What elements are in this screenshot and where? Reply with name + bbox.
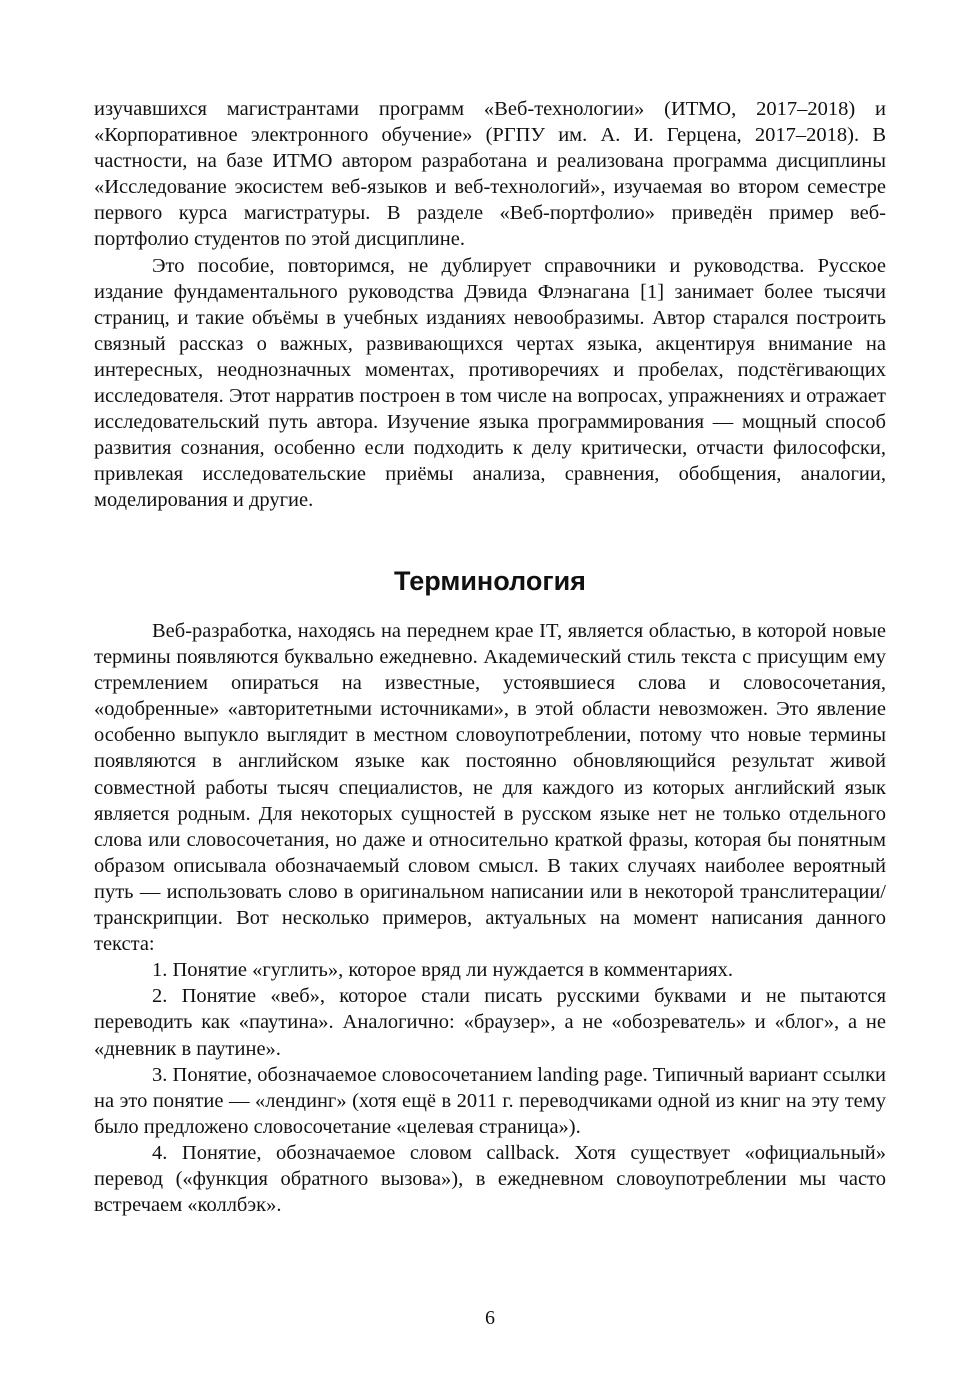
list-item: 3. Понятие, обозначаемое словосочетанием landing page. Типичный вариант ссылки на это понятие — «лендинг» (хотя ещё в 2011 г. переводчиками одной из книг на эту тему было предложено словосочетание «целевая страница»). bbox=[94, 1063, 886, 1138]
list-item: 4. Понятие, обозначаемое словом callback. Хотя существует «официальный» перевод («функция обратного вызова»), в ежедневном словоупотреблении мы часто встречаем «коллбэк». bbox=[94, 1141, 886, 1217]
intro-text bbox=[94, 96, 886, 514]
terminology-text bbox=[94, 618, 886, 1218]
terminology-paragraph: Веб-разработка, находясь на переднем крае IT, является областью, в которой новые термины появляются буквально ежедневно. Академический стиль текста с присущим ему стремлением опираться на известные, устоявшиеся слова и словосочетания, «одобренные» «авторитетными источниками», в этой области невозможен. Это явление особенно выпукло выглядит в местном словоупотреблении, потому что новые термины появляются в английском языке как постоянно обновляющийся результат живой совместной работы тысяч специалистов, не для каждого из которых английский язык является родным. Для некоторых сущностей в русском языке нет не только отдельного слова или словосочетания, но даже и относительно краткой фразы, которая бы понятным образом описывала обозначаемый словом смысл. В таких случаях наиболее вероятный путь — использовать слово в оригинальном написании или в некоторой транслитерации/транскрипции. Вот несколько примеров, актуальных на момент написания данного текста: bbox=[94, 620, 886, 956]
list-item: 2. Понятие «веб», которое стали писать русскими буквами и не пытаются переводить как «паутина». Аналогично: «браузер», а не «обозреватель» и «блог», а не «дневник в паутине». bbox=[94, 985, 886, 1060]
intro-paragraph: Это пособие, повторимся, не дублирует справочники и руководства. Русское издание фундаментального руководства Дэвида Флэнагана [1] занимает более тысячи страниц, и такие объёмы в учебных изданиях невообразимы. Автор старался построить связный рассказ о важных, развивающихся чертах языка, акцентируя внимание на интересных, неоднозначных моментах, противоречиях и пробелах, подстёгивающих исследователя. Этот нарратив построен в том числе на вопросах, упражнениях и отражает исследовательский путь автора. Изучение языка программирования — мощный способ развития сознания, особенно если подходить к делу критически, отчасти философски, привлекая исследовательские приёмы анализа, сравнения, обобщения, аналогии, моделирования и другие. bbox=[94, 254, 886, 512]
intro-paragraph-continuation: изучавшихся магистрантами программ «Веб-технологии» (ИТМО, 2017–2018) и «Корпоративное электронного обучение» (РГПУ им. А. И. Герцена, 2017–2018). В частности, на базе ИТМО автором разработана и реализована программа дисциплины «Исследование экосистем веб-языков и веб-технологий», изучаемая во втором семестре первого курса магистратуры. В разделе «Веб-портфолио» приведён пример веб-портфолио студентов по этой дисциплине. bbox=[94, 98, 886, 251]
list-item: 1. Понятие «гуглить», которое вряд ли нуждается в комментариях. bbox=[152, 959, 733, 982]
page-number: 6 bbox=[485, 1307, 495, 1329]
section-heading-terminology: Терминология bbox=[394, 566, 586, 596]
